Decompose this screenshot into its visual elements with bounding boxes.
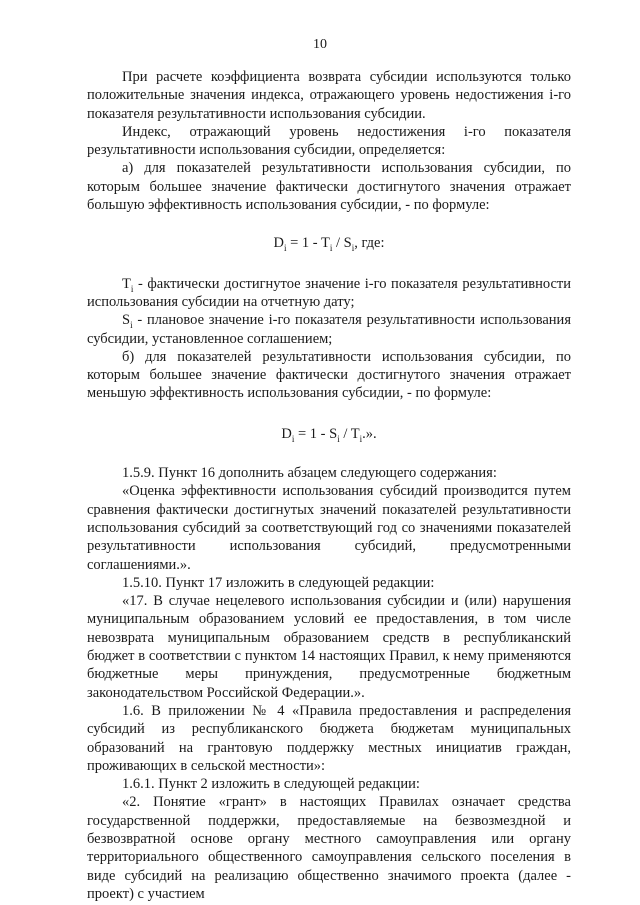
definition-ti-symbol: T xyxy=(122,275,131,292)
formula-1-lhs: D xyxy=(273,235,284,252)
definition-si xyxy=(87,311,571,348)
definition-ti-text: - фактически достигнутое значение i-го показателя результативности использования субсидии на отчетную дату; xyxy=(87,275,571,310)
paragraph-index-definition: Индекс, отражающий уровень недостижения i-го показателя результативности использования субсидии, определяется: xyxy=(87,123,571,159)
formula-1-eq: = 1 - T xyxy=(286,235,330,252)
paragraph-1-5-9: 1.5.9. Пункт 16 дополнить абзацем следующего содержания: xyxy=(122,465,497,482)
formula-1-slash: / S xyxy=(332,235,352,252)
paragraph-case-b: б) для показателей результативности использования субсидии, по которым большее значение фактически достигнутого значения отражает меньшую эффективность использования субсидии, - по формуле: xyxy=(87,348,571,402)
formula-inverse xyxy=(87,425,571,443)
definition-si-symbol: S xyxy=(122,312,131,329)
formula-2-s-sub: i xyxy=(337,433,340,444)
formula-1-s-sub: i xyxy=(351,243,355,254)
formula-2-eq: = 1 - S xyxy=(294,425,338,442)
definition-ti-sub: i xyxy=(130,283,134,294)
formula-2-lhs: D xyxy=(281,425,292,442)
formula-2-slash: / T xyxy=(339,425,360,442)
paragraph-1-6-1: 1.6.1. Пункт 2 изложить в следующей редакции: xyxy=(122,776,420,793)
formula-2-tail: .». xyxy=(362,425,377,442)
paragraph-coefficient-usage: При расчете коэффициента возврата субсидии используются только положительные значения индекса, отражающего уровень недостижения i-го показателя результативности использования субсидии. xyxy=(87,69,571,122)
paragraph-1-6: 1.6. В приложении № 4 «Правила предоставления и распределения субсидий из республиканского бюджета бюджетам муниципальных образований на грантовую поддержку местных инициатив граждан, проживающих в сельской местности»: xyxy=(87,702,571,774)
definition-si-text: - плановое значение i-го показателя результативности использования субсидии, установленное соглашением; xyxy=(87,312,571,347)
paragraph-item-17: «17. В случае нецелевого использования субсидии и (или) нарушения муниципальным образованием условий ее предоставления, в том числе невозврата муниципальным образованием средств в республиканский бюджет в соответствии с пунктом 14 настоящих Правил, к нему применяются бюджетные меры принуждения, предусмотренные бюджетным законодательством Российской Федерации.». xyxy=(87,593,571,701)
paragraph-1-5-10: 1.5.10. Пункт 17 изложить в следующей редакции: xyxy=(122,574,435,591)
paragraph-efficiency-evaluation: «Оценка эффективности использования субсидий производится путем сравнения фактически достигнутых значений показателей результативности использования субсидий за соответствующий год со значениями показателей результативности использования субсидий, предусмотренными соглашениями.». xyxy=(87,483,571,573)
formula-1-t-sub: i xyxy=(329,243,333,254)
formula-2-t-sub: i xyxy=(359,433,363,444)
formula-1-tail: , где: xyxy=(354,235,385,252)
formula-direct xyxy=(87,234,571,252)
paragraph-case-a: а) для показателей результативности использования субсидии, по которым большее значение фактически достигнутого значения отражает большую эффективность использования субсидии, - по формуле: xyxy=(87,160,571,214)
definition-si-sub: i xyxy=(130,320,133,331)
paragraph-grant-definition: «2. Понятие «грант» в настоящих Правилах означает средства государственной поддержки, предоставляемые на безвозмездной и безвозвратной основе органу местного самоуправления или органу территориального общественного самоуправления сельского поселения в виде субсидий на реализацию общественно значимого проекта (далее - проект) с участием xyxy=(87,794,571,902)
formula-2-lhs-sub: i xyxy=(291,433,295,444)
document-body xyxy=(87,68,571,903)
formula-1-lhs-sub: i xyxy=(283,243,287,254)
page-number: 10 xyxy=(313,37,327,52)
definition-ti xyxy=(87,275,571,312)
